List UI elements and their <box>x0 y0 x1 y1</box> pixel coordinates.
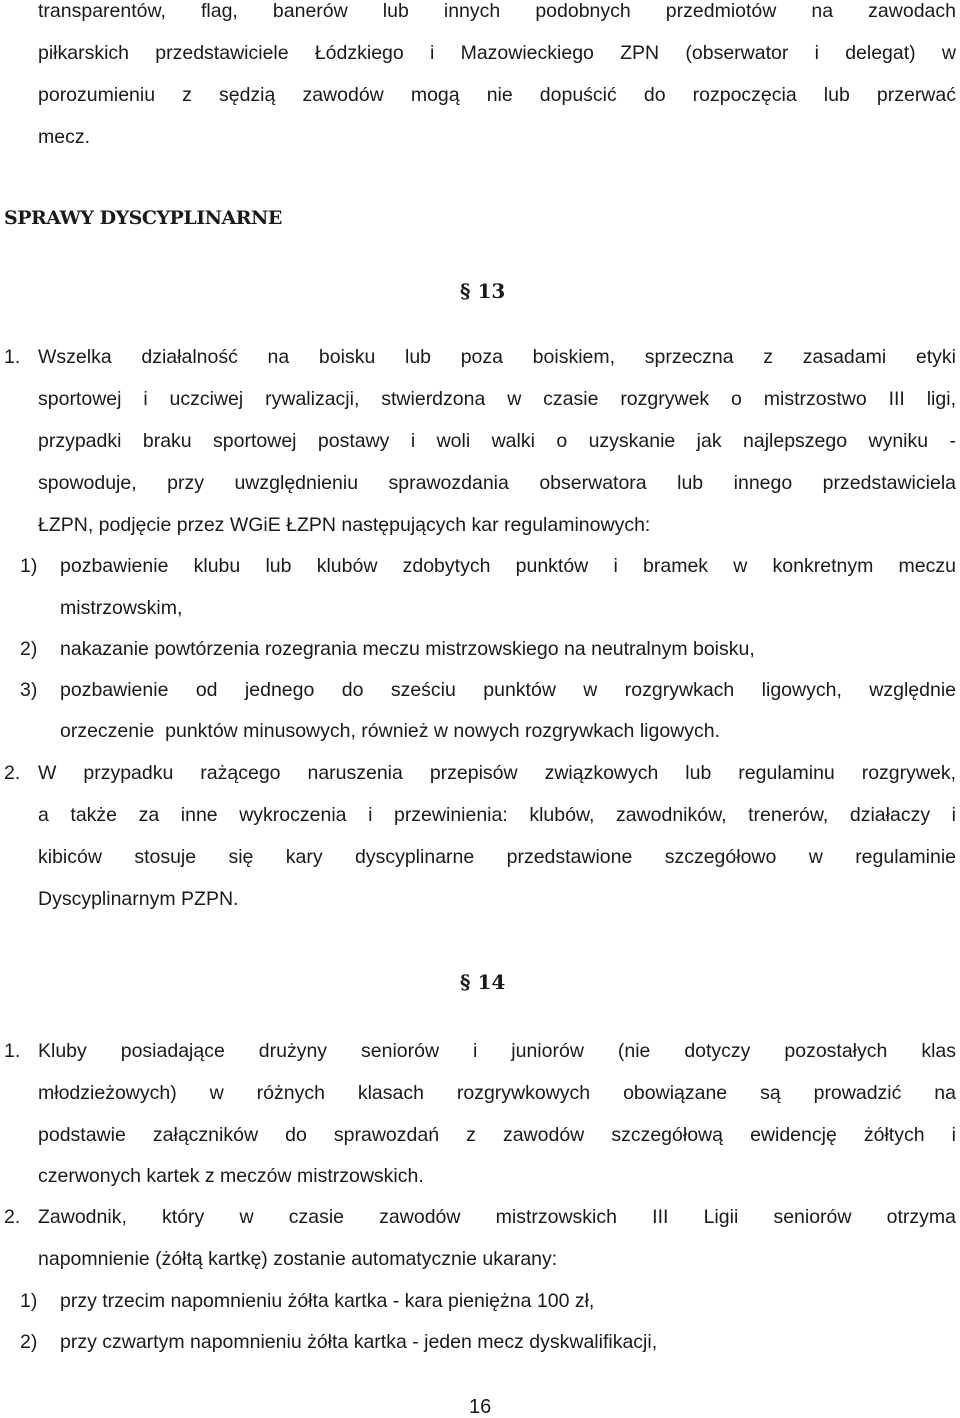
s13-p2-line-4: Dyscyplinarnym PZPN. <box>38 888 239 910</box>
intro-line-2: piłkarskich przedstawiciele Łódzkiego i Mazowieckiego ZPN (obserwator i delegat) w <box>38 42 956 64</box>
s13-item3-line-2: orzeczenie punktów minusowych, również w nowych rozgrywkach ligowych. <box>60 720 721 742</box>
s13-item1-line-1: pozbawienie klubu lub klubów zdobytych punktów i bramek w konkretnym meczu <box>60 555 956 577</box>
s13-p2-line-2: a także za inne wykroczenia i przewinienia: klubów, zawodników, trenerów, działaczy i <box>38 804 956 826</box>
s14-p1-line-4: czerwonych kartek z meczów mistrzowskich. <box>38 1165 424 1187</box>
section-symbol: § <box>460 970 471 994</box>
s13-item2-line-1: nakazanie powtórzenia rozegrania meczu mistrzowskiego na neutralnym boisku, <box>60 638 755 660</box>
paragraph-number: 2. <box>4 1206 21 1228</box>
page-number: 16 <box>469 1396 492 1418</box>
section-14-title <box>460 970 505 994</box>
section-symbol: § <box>460 279 471 303</box>
section-number: 14 <box>477 970 506 994</box>
list-item-number: 1) <box>20 555 38 577</box>
list-item-number: 2) <box>20 638 38 660</box>
s13-p1-line-1: Wszelka działalność na boisku lub poza boiskiem, sprzeczna z zasadami etyki <box>38 346 956 368</box>
intro-line-4: mecz. <box>38 126 91 148</box>
paragraph-number: 2. <box>4 762 21 784</box>
s13-p2-line-3: kibiców stosuje się kary dyscyplinarne przedstawione szczegółowo w regulaminie <box>38 846 956 868</box>
s13-p1-line-5: ŁZPN, podjęcie przez WGiE ŁZPN następujących kar regulaminowych: <box>38 514 651 536</box>
s14-p2-line-2: napomnienie (żółtą kartkę) zostanie automatycznie ukarany: <box>38 1248 558 1270</box>
s13-p1-line-2: sportowej i uczciwej rywalizacji, stwierdzona w czasie rozgrywek o mistrzostwo III ligi, <box>38 388 956 410</box>
section-13-title <box>460 279 505 303</box>
paragraph-number: 1. <box>4 346 21 368</box>
section-number: 13 <box>477 279 506 303</box>
paragraph-number: 1. <box>4 1040 21 1062</box>
section-heading: SPRAWY DYSCYPLINARNE <box>4 207 282 229</box>
s13-p1-line-4: spowoduje, przy uwzględnieniu sprawozdania obserwatora lub innego przedstawiciela <box>38 472 956 494</box>
s14-item2-line-1: przy czwartym napomnieniu żółta kartka - jeden mecz dyskwalifikacji, <box>60 1331 658 1353</box>
list-item-number: 3) <box>20 679 38 701</box>
intro-line-3: porozumieniu z sędzią zawodów mogą nie dopuścić do rozpoczęcia lub przerwać <box>38 84 956 106</box>
s14-p1-line-1: Kluby posiadające drużyny seniorów i juniorów (nie dotyczy pozostałych klas <box>38 1040 956 1062</box>
list-item-number: 1) <box>20 1290 38 1312</box>
s13-item3-line-1: pozbawienie od jednego do sześciu punktów w rozgrywkach ligowych, względnie <box>60 679 956 701</box>
intro-line-1: transparentów, flag, banerów lub innych podobnych przedmiotów na zawodach <box>38 0 956 22</box>
s14-p1-line-3: podstawie załączników do sprawozdań z zawodów szczegółową ewidencję żółtych i <box>38 1124 956 1146</box>
s14-item1-line-1: przy trzecim napomnieniu żółta kartka - kara pieniężna 100 zł, <box>60 1290 595 1312</box>
s14-p1-line-2: młodzieżowych) w różnych klasach rozgrywkowych obowiązane są prowadzić na <box>38 1082 956 1104</box>
s13-p1-line-3: przypadki braku sportowej postawy i woli walki o uzyskanie jak najlepszego wyniku - <box>38 430 956 452</box>
s13-p2-line-1: W przypadku rażącego naruszenia przepisów związkowych lub regulaminu rozgrywek, <box>38 762 956 784</box>
s14-p2-line-1: Zawodnik, który w czasie zawodów mistrzowskich III Ligii seniorów otrzyma <box>38 1206 956 1228</box>
list-item-number: 2) <box>20 1331 38 1353</box>
s13-item1-line-2: mistrzowskim, <box>60 597 183 619</box>
